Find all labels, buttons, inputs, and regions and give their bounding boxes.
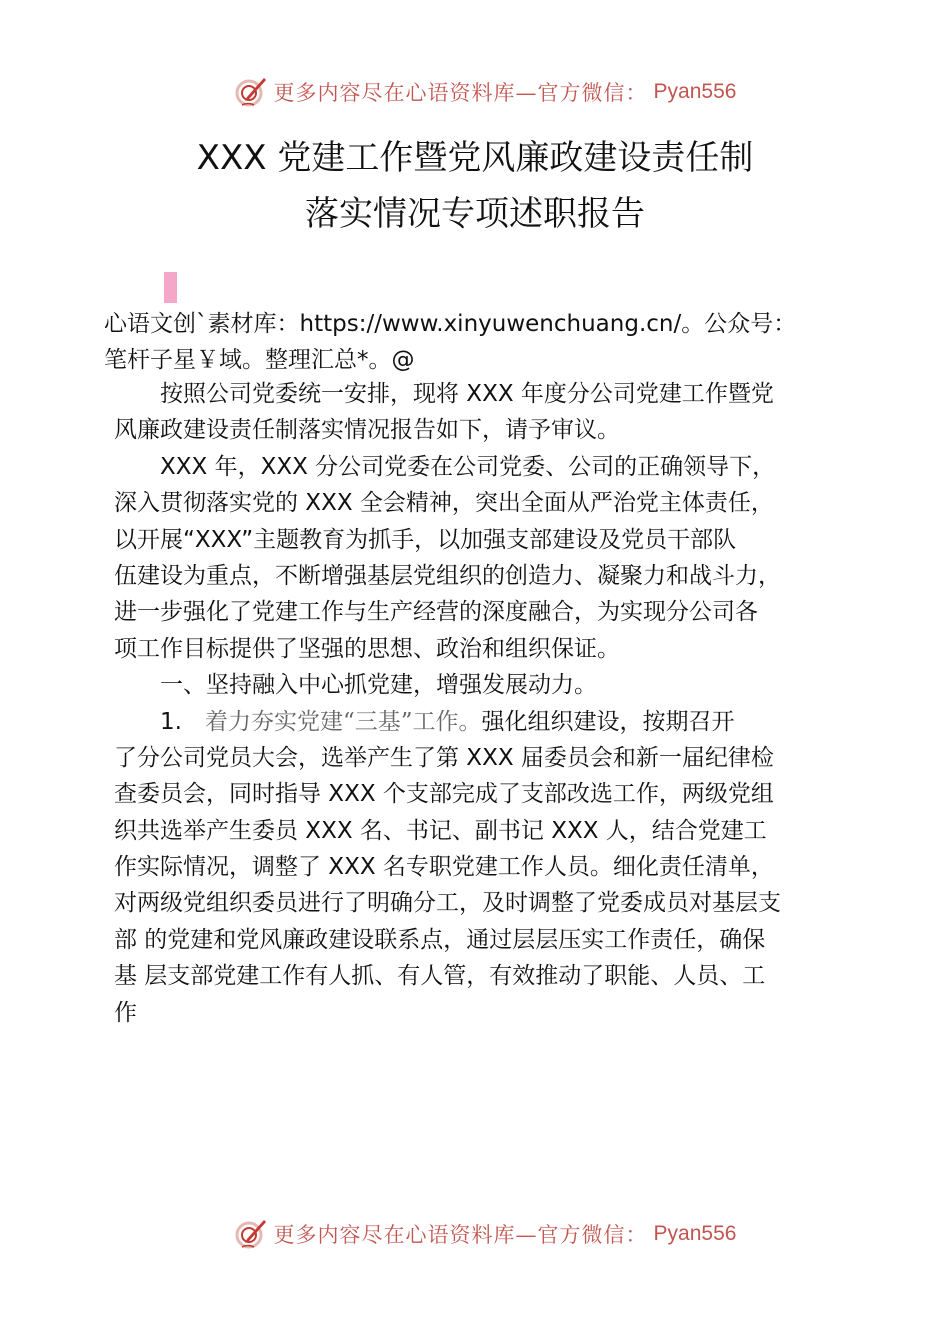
watermark-banner-bottom: [0, 1214, 950, 1254]
paragraph-line: 对两级党组织委员进行了明确分工，及时调整了党委成员对基层支: [114, 890, 781, 917]
paragraph-line: 作: [114, 999, 137, 1026]
watermark-wechat-id: Pyan556: [653, 80, 737, 103]
paragraph-overview: [114, 449, 781, 667]
paragraph-line: 风廉政建设责任制落实情况报告如下，请予审议。: [114, 417, 620, 444]
paragraph-line: 作实际情况，调整了 XXX 名专职党建工作人员。细化责任清单，: [114, 854, 774, 881]
report-body: [114, 376, 781, 1031]
paragraph-line: XXX 年，XXX 分公司党委在公司党委、公司的正确领导下，: [114, 453, 776, 480]
paragraph-line: 深入贯彻落实党的 XXX 全会精神，突出全面从严治党主体责任，: [114, 490, 774, 517]
quill-logo-icon: [234, 1217, 268, 1251]
watermark-wechat-id: Pyan556: [653, 1222, 737, 1245]
document-title-line-2: 落实情况专项述职报告: [305, 194, 645, 234]
paragraph-line: 织共选举产生委员 XXX 名、书记、副书记 XXX 人，结合党建工: [114, 817, 767, 844]
paragraph-line: 查委员会，同时指导 XXX 个支部完成了支部改选工作，两级党组: [114, 781, 774, 808]
paragraph-line: 了分公司党员大会，选举产生了第 XXX 届委员会和新一届纪律检: [114, 744, 774, 771]
paragraph-line: 进一步强化了党建工作与生产经营的深度融合，为实现分公司各: [114, 599, 758, 626]
section-heading: 一、坚持融入中心抓党建，增强发展动力。: [114, 672, 597, 699]
highlight-marker: [164, 272, 177, 303]
item-1-first-line: [114, 704, 781, 740]
watermark-banner-top: [0, 72, 950, 112]
watermark-text: 更多内容尽在心语资料库—官方微信：: [273, 81, 648, 105]
paragraph-line: 按照公司党委统一安排，现将 XXX 年度分公司党建工作暨党: [114, 381, 774, 407]
paragraph-line: 伍建设为重点，不断增强基层党组织的创造力、凝聚力和战斗力，: [114, 562, 781, 589]
item-heading: 着力夯实党建“三基”工作。: [204, 708, 482, 735]
paragraph-item-1: [114, 704, 781, 1032]
document-title-line-1: XXX 党建工作暨党风廉政建设责任制: [196, 138, 754, 178]
paragraph-line: 以开展“XXX”主题教育为抓手，以加强支部建设及党员干部队: [114, 526, 737, 553]
source-note-line: 笔杆子星￥域。整理汇总*。@: [104, 347, 415, 374]
watermark-content: [234, 1217, 737, 1251]
watermark-text: 更多内容尽在心语资料库—官方微信：: [273, 1223, 648, 1247]
paragraph-line: 项工作目标提供了坚强的思想、政治和组织保证。: [114, 635, 620, 662]
source-note: [104, 306, 796, 379]
source-note-line: 心语文创`素材库：https://www.xinyuwenchuang.cn/。公众号：: [104, 311, 797, 337]
item-text: 强化组织建设，按期召开: [481, 708, 735, 735]
paragraph-line: 基 层支部党建工作有人抓、有人管，有效推动了职能、人员、工: [114, 963, 766, 990]
quill-logo-icon: [234, 75, 268, 109]
paragraph-line: 部 的党建和党风廉政建设联系点，通过层层压实工作责任，确保: [114, 926, 766, 953]
watermark-content: [234, 75, 737, 109]
item-number: 1.: [114, 708, 205, 735]
paragraph-intro: [114, 376, 781, 449]
